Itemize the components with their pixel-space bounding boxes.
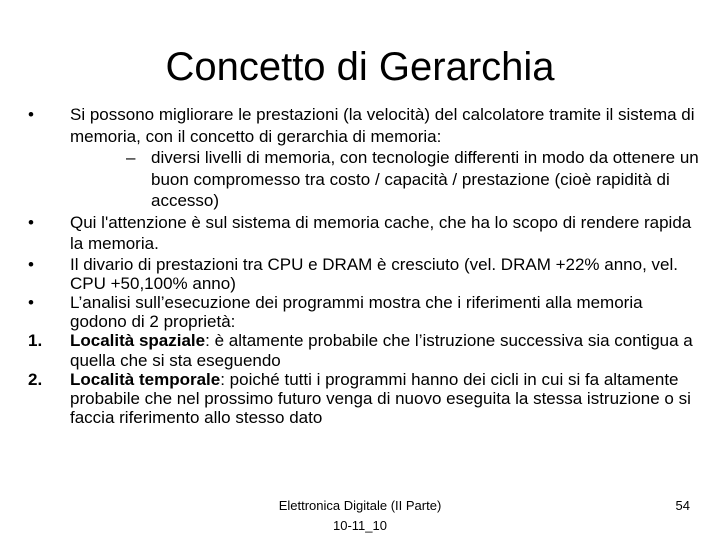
number-marker: 1. [28, 331, 43, 351]
numbered-item [28, 370, 708, 428]
sub-bullet-item [28, 147, 708, 212]
bullet-marker: • [28, 292, 34, 312]
term-spatial-locality: Località spaziale [70, 331, 206, 351]
bullet-text: L’analisi sull’esecuzione dei programmi mostra che i riferimenti alla memoria godono di 2 proprietà: [70, 292, 643, 332]
dash-marker: – [126, 148, 136, 167]
bullet-item [28, 212, 708, 255]
term-temporal-locality: Località temporale [70, 369, 221, 389]
numbered-text-body: : poiché tutti i programmi hanno dei cicli in cui si fa altamente probabile che nel prossimo futuro venga di nuovo eseguita la stessa istruzione o si faccia riferimento allo stesso dato [70, 369, 691, 428]
bullet-marker: • [28, 212, 34, 232]
slide-title: Concetto di Gerarchia [165, 45, 555, 89]
bullet-item [28, 104, 708, 147]
bullet-marker: • [28, 105, 34, 124]
slide-footer [240, 496, 480, 536]
bullet-marker: • [28, 254, 34, 274]
bullet-item [28, 293, 708, 331]
bullet-text: Il divario di prestazioni tra CPU e DRAM è cresciuto (vel. DRAM +22% anno, vel. CPU +50,100% anno) [70, 254, 678, 293]
number-marker: 2. [28, 369, 43, 389]
numbered-text-body: : è altamente probabile che l’istruzione successiva sia contigua a quella che si sta eseguendo [70, 331, 693, 370]
slide-body [28, 104, 708, 427]
footer-course-name: Elettronica Digitale (II Parte) [278, 498, 442, 513]
footer-date: 10-11_10 [333, 518, 387, 533]
bullet-text: Qui l'attenzione è sul sistema di memoria cache, che ha lo scopo di rendere rapida la memoria. [70, 212, 692, 253]
page-number: 54 [675, 498, 690, 513]
bullet-item [28, 255, 708, 293]
sub-bullet-text: diversi livelli di memoria, con tecnologie differenti in modo da ottenere un buon compromesso tra costo / capacità / prestazione (cioè rapidità di accesso) [151, 148, 699, 210]
numbered-item [28, 331, 708, 369]
bullet-text: Si possono migliorare le prestazioni (la velocità) del calcolatore tramite il sistema di memoria, con il concetto di gerarchia di memoria: [70, 105, 695, 146]
numbered-text [70, 370, 702, 428]
numbered-text [70, 331, 702, 369]
